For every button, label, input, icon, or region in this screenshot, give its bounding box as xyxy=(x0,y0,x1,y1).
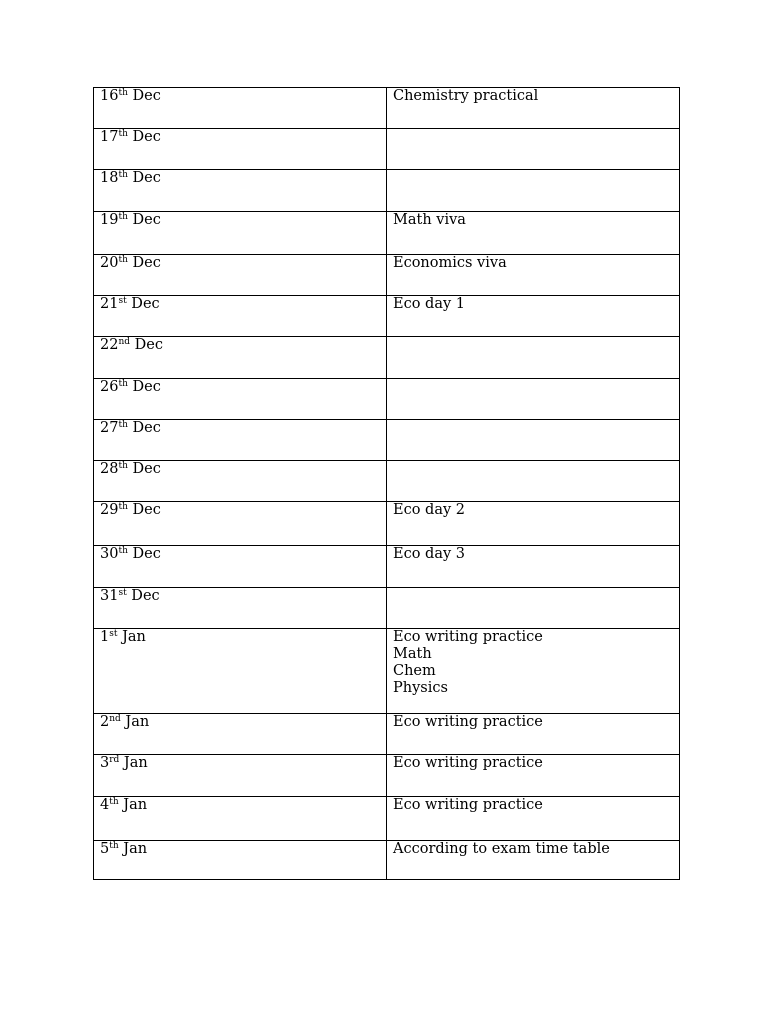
date-suffix: th xyxy=(118,420,128,430)
date-day: 27 xyxy=(100,420,119,436)
task-cell xyxy=(387,337,680,379)
date-suffix: th xyxy=(118,170,128,180)
date-cell xyxy=(94,755,387,797)
date-month: Jan xyxy=(118,841,148,857)
date-cell xyxy=(94,129,387,170)
task-text: Chemistry practical xyxy=(393,88,539,104)
task-text: Eco writing practice xyxy=(393,714,543,730)
date-suffix: st xyxy=(118,296,127,306)
task-text: Eco day 1 xyxy=(393,296,465,312)
date-month: Jan xyxy=(120,714,150,730)
date-day: 22 xyxy=(100,337,119,353)
date-suffix: th xyxy=(118,379,128,389)
date-cell xyxy=(94,296,387,337)
date-suffix: nd xyxy=(118,337,131,347)
task-cell xyxy=(387,461,680,502)
date-suffix: st xyxy=(118,588,127,598)
table-row xyxy=(94,755,680,797)
table-row xyxy=(94,841,680,880)
date-cell xyxy=(94,379,387,420)
date-suffix: th xyxy=(118,461,128,471)
table-row xyxy=(94,588,680,629)
date-day: 1 xyxy=(100,629,110,645)
date-day: 19 xyxy=(100,212,119,228)
date-month: Dec xyxy=(130,337,163,353)
task-cell xyxy=(387,212,680,255)
task-text: Eco day 3 xyxy=(393,546,465,562)
date-cell xyxy=(94,629,387,714)
date-day: 31 xyxy=(100,588,119,604)
task-text: Chem xyxy=(393,663,436,679)
table-row xyxy=(94,88,680,129)
task-cell xyxy=(387,88,680,129)
task-cell xyxy=(387,714,680,755)
date-day: 20 xyxy=(100,255,119,271)
table-row xyxy=(94,296,680,337)
date-suffix: th xyxy=(118,212,128,222)
date-month: Dec xyxy=(127,170,161,186)
task-text: Economics viva xyxy=(393,255,507,271)
date-month: Dec xyxy=(127,420,161,436)
task-text: Eco day 2 xyxy=(393,502,465,518)
date-cell xyxy=(94,797,387,841)
date-suffix: th xyxy=(118,502,128,512)
date-cell xyxy=(94,255,387,296)
table-row xyxy=(94,461,680,502)
date-cell xyxy=(94,212,387,255)
date-suffix: st xyxy=(109,629,118,639)
task-text: Eco writing practice xyxy=(393,797,543,813)
date-suffix: rd xyxy=(109,755,120,765)
task-text: Math xyxy=(393,646,432,662)
date-cell xyxy=(94,588,387,629)
date-cell xyxy=(94,88,387,129)
task-cell xyxy=(387,420,680,461)
date-month: Dec xyxy=(127,461,161,477)
date-month: Dec xyxy=(127,502,161,518)
date-day: 16 xyxy=(100,88,119,104)
table-row xyxy=(94,546,680,588)
task-text: Math viva xyxy=(393,212,466,228)
task-cell xyxy=(387,755,680,797)
schedule-table xyxy=(93,87,680,880)
task-text: Eco writing practice xyxy=(393,755,543,771)
date-suffix: nd xyxy=(109,714,121,724)
table-row xyxy=(94,170,680,212)
table-row xyxy=(94,797,680,841)
table-row xyxy=(94,379,680,420)
date-day: 26 xyxy=(100,379,119,395)
date-month: Dec xyxy=(127,129,161,145)
date-cell xyxy=(94,337,387,379)
task-text: According to exam time table xyxy=(393,841,610,857)
date-month: Dec xyxy=(127,546,161,562)
task-cell xyxy=(387,379,680,420)
date-month: Dec xyxy=(127,212,161,228)
date-suffix: th xyxy=(118,546,128,556)
date-month: Dec xyxy=(126,588,160,604)
task-cell xyxy=(387,588,680,629)
date-day: 29 xyxy=(100,502,119,518)
date-cell xyxy=(94,170,387,212)
date-suffix: th xyxy=(109,841,119,851)
date-month: Jan xyxy=(119,755,148,771)
task-cell xyxy=(387,170,680,212)
date-month: Dec xyxy=(127,379,161,395)
date-day: 17 xyxy=(100,129,119,145)
table-row xyxy=(94,212,680,255)
date-cell xyxy=(94,461,387,502)
date-month: Dec xyxy=(127,88,161,104)
date-cell xyxy=(94,714,387,755)
task-cell xyxy=(387,546,680,588)
table-row xyxy=(94,629,680,714)
task-cell xyxy=(387,296,680,337)
date-day: 3 xyxy=(100,755,110,771)
task-cell xyxy=(387,841,680,880)
date-day: 30 xyxy=(100,546,119,562)
date-month: Dec xyxy=(126,296,160,312)
table-row xyxy=(94,502,680,546)
table-row xyxy=(94,420,680,461)
date-day: 28 xyxy=(100,461,119,477)
table-row xyxy=(94,129,680,170)
table-row xyxy=(94,337,680,379)
task-text: Physics xyxy=(393,680,448,696)
table-row xyxy=(94,714,680,755)
date-cell xyxy=(94,502,387,546)
date-cell xyxy=(94,546,387,588)
date-suffix: th xyxy=(109,797,119,807)
task-cell xyxy=(387,129,680,170)
date-cell xyxy=(94,841,387,880)
date-month: Jan xyxy=(117,629,146,645)
date-suffix: th xyxy=(118,88,128,98)
schedule-body xyxy=(94,88,680,880)
date-day: 4 xyxy=(100,797,110,813)
date-day: 18 xyxy=(100,170,119,186)
task-cell xyxy=(387,797,680,841)
task-cell xyxy=(387,502,680,546)
date-day: 5 xyxy=(100,841,110,857)
task-cell xyxy=(387,255,680,296)
task-cell xyxy=(387,629,680,714)
date-suffix: th xyxy=(118,129,128,139)
date-day: 21 xyxy=(100,296,119,312)
date-day: 2 xyxy=(100,714,110,730)
date-month: Dec xyxy=(127,255,161,271)
date-month: Jan xyxy=(118,797,148,813)
date-cell xyxy=(94,420,387,461)
table-row xyxy=(94,255,680,296)
date-suffix: th xyxy=(118,255,128,265)
task-text: Eco writing practice xyxy=(393,629,543,645)
